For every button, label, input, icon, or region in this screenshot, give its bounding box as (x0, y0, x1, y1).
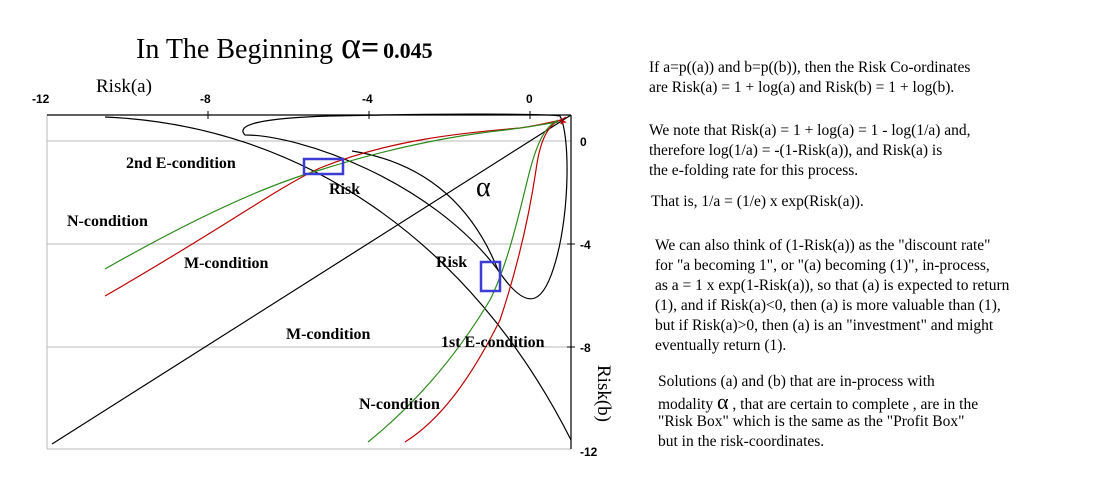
x-tick-label: -8 (200, 92, 211, 106)
alpha-symbol-label: α (476, 172, 491, 203)
m-condition-lower-curve (368, 120, 558, 442)
first-e-condition-label: 1st E-condition (441, 334, 545, 351)
second-e-condition-label: 2nd E-condition (126, 155, 236, 172)
x-tick-label: -4 (362, 92, 373, 106)
text-line (658, 389, 979, 414)
text-line: as a = 1 x exp(1-Risk(a)), so that (a) is expected to return (655, 277, 1010, 294)
text-line: That is, 1/a = (1/e) x exp(Risk(a)). (651, 193, 864, 210)
text-line: (1), and if Risk(a)<0, then (a) is more valuable than (1), (655, 297, 1001, 314)
m-condition-label-upper: M-condition (184, 255, 269, 272)
m-condition-label-lower: M-condition (286, 326, 371, 343)
n-condition-label-lower: N-condition (359, 396, 440, 413)
y-axis-name: Risk(b) (593, 365, 614, 422)
title-prefix: In The Beginning (136, 34, 334, 65)
title-equals: = (360, 29, 380, 65)
text-fragment: , that are certain to complete , are in the (732, 396, 979, 413)
text-line: are Risk(a) = 1 + log(a) and Risk(b) = 1 + log(b). (649, 79, 955, 96)
text-line: eventually return (1). (655, 337, 787, 354)
y-tick-label: -12 (580, 445, 598, 459)
text-line: We can also think of (1-Risk(a)) as the "discount rate" (655, 237, 991, 254)
paragraph-exp-relation (651, 192, 864, 212)
teardrop-loop-curve (243, 114, 567, 299)
text-line: but in the risk-coordinates. (658, 433, 825, 450)
x-tick-label: 0 (526, 92, 533, 106)
y-tick-label: -4 (580, 238, 591, 252)
text-line: We note that Risk(a) = 1 + log(a) = 1 - log(1/a) and, (649, 122, 971, 139)
paragraph-risk-box (658, 372, 978, 452)
text-line: Solutions (a) and (b) that are in-process with (658, 373, 935, 390)
y-tick-label: -8 (580, 341, 591, 355)
text-line: "Risk Box" which is the same as the "Profit Box" (658, 413, 965, 430)
text-line: the e-folding rate for this process. (649, 162, 859, 179)
y-tick-label: 0 (580, 135, 587, 149)
x-tick-label: -12 (32, 92, 50, 106)
paragraph-e-folding (649, 121, 971, 181)
paragraph-risk-coordinates (649, 58, 970, 98)
title-alpha-value: 0.045 (383, 38, 433, 63)
n-condition-upper-curve (105, 121, 565, 296)
text-line: If a=p((a)) and b=p((b)), then the Risk Co-ordinates (649, 59, 971, 76)
text-line: for "a becoming 1", or "(a) becoming (1)", in-process, (655, 257, 990, 274)
text-fragment: modality (658, 396, 714, 413)
risk-label-lower: Risk (436, 254, 468, 271)
paragraph-discount-rate (655, 236, 1009, 356)
text-line: but if Risk(a)>0, then (a) is an "investment" and might (655, 317, 994, 334)
alpha-symbol: α (716, 389, 729, 414)
x-axis-name: Risk(a) (96, 76, 152, 97)
n-condition-lower-curve (405, 117, 566, 442)
risk-label-upper: Risk (329, 181, 361, 198)
loop-cross-curve (352, 151, 498, 270)
n-condition-label-upper: N-condition (67, 213, 148, 230)
title-alpha-symbol: α (341, 25, 361, 67)
text-line: therefore log(1/a) = -(1-Risk(a)), and Risk(a) is (649, 142, 943, 159)
